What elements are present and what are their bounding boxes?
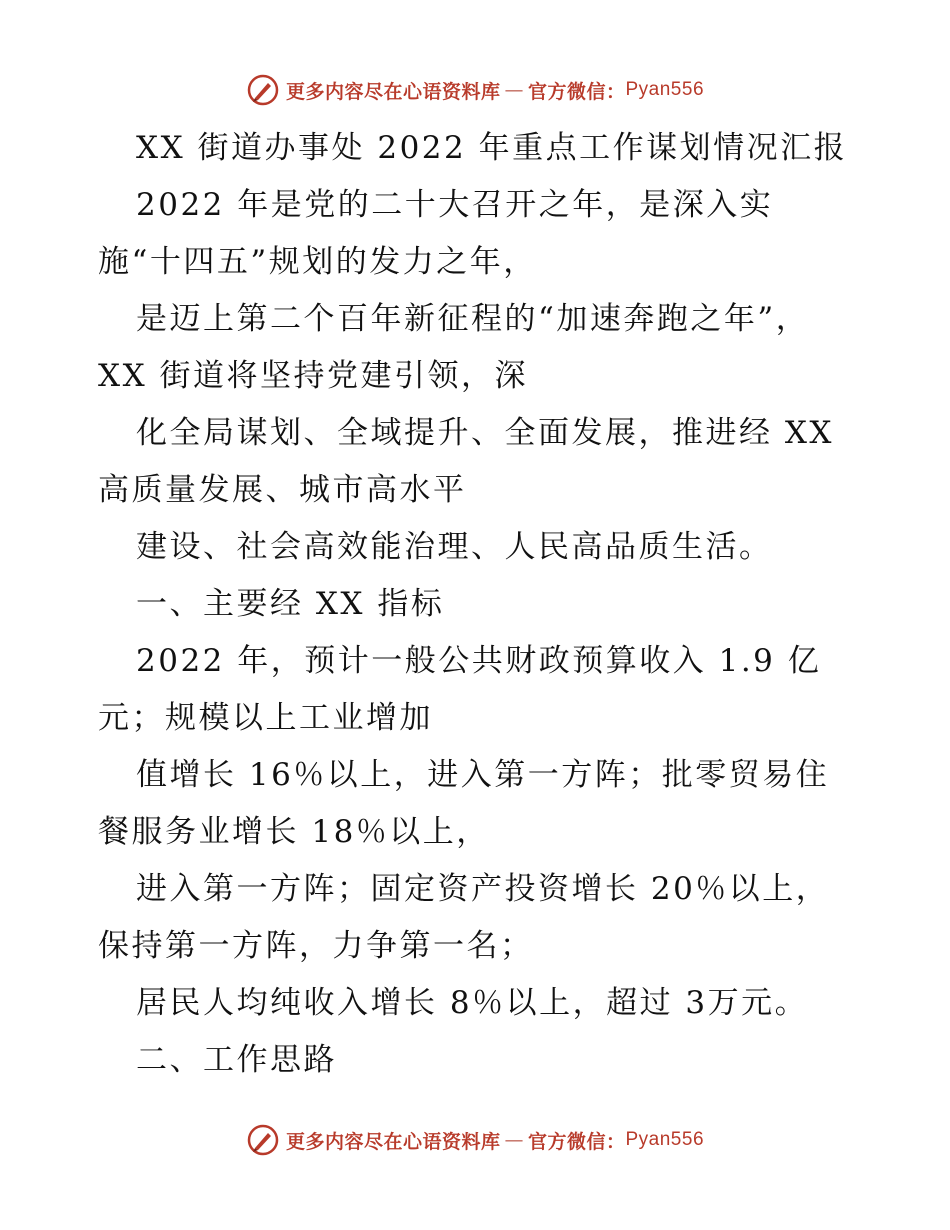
paragraph-line: XX 街道将坚持党建引领，深 — [98, 358, 528, 394]
paragraph-line: 餐服务业增长 18％以上， — [98, 814, 490, 850]
header-watermark — [0, 70, 950, 110]
paragraph-line: 建设、社会高效能治理、人民高品质生活。 — [136, 529, 773, 565]
paragraph-line: 值增长 16％以上，进入第一方阵；批零贸易住 — [136, 757, 830, 793]
paragraph-line: 高质量发展、城市高水平 — [98, 472, 467, 508]
pen-logo-icon — [246, 73, 280, 107]
watermark-separator: — — [504, 1129, 524, 1151]
section-heading: 一、主要经 XX 指标 — [136, 586, 445, 622]
paragraph-line: 化全局谋划、全域提升、全面发展，推进经 XX — [136, 415, 834, 451]
document-title: XX 街道办事处 2022 年重点工作谋划情况汇报 — [136, 130, 848, 166]
footer-watermark — [0, 1120, 950, 1160]
paragraph-line: 元；规模以上工业增加 — [98, 700, 433, 736]
watermark-brand-text: 更多内容尽在心语资料库 — [285, 80, 501, 103]
paragraph-line: 是迈上第二个百年新征程的“加速奔跑之年”， — [136, 301, 810, 337]
watermark-label: 官方微信： — [527, 80, 626, 103]
watermark-label: 官方微信： — [527, 1130, 626, 1153]
watermark-brand-text: 更多内容尽在心语资料库 — [285, 1130, 501, 1153]
section-heading: 二、工作思路 — [136, 1042, 337, 1078]
watermark-separator: — — [504, 79, 524, 101]
paragraph-line: 2022 年是党的二十大召开之年，是深入实 — [136, 187, 774, 223]
pen-logo-icon — [246, 1123, 280, 1157]
paragraph-line: 施“十四五”规划的发力之年， — [98, 244, 537, 280]
paragraph-line: 2022 年，预计一般公共财政预算收入 1.9 亿 — [136, 643, 822, 679]
paragraph-line: 进入第一方阵；固定资产投资增长 20％以上， — [136, 871, 830, 907]
watermark-handle: Pyan556 — [625, 79, 705, 100]
paragraph-line: 保持第一方阵，力争第一名； — [98, 928, 534, 964]
paragraph-line: 居民人均纯收入增长 8％以上，超过 3万元。 — [136, 985, 809, 1021]
document-body — [98, 124, 848, 1093]
watermark-handle: Pyan556 — [625, 1129, 705, 1150]
